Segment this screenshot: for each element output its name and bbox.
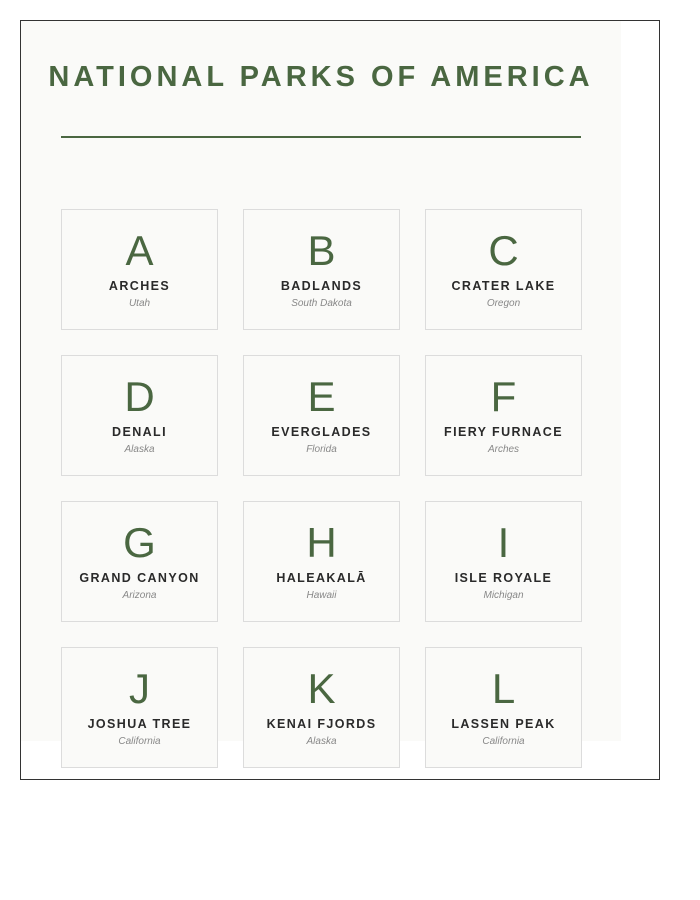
park-location: Hawaii	[306, 590, 337, 601]
park-location: Alaska	[124, 444, 155, 455]
park-location: South Dakota	[291, 298, 352, 309]
park-card-h	[243, 501, 400, 622]
park-letter: D	[124, 373, 155, 420]
park-card-j	[61, 647, 218, 768]
park-name: JOSHUA TREE	[87, 717, 192, 731]
park-card-k	[243, 647, 400, 768]
park-location: Arizona	[122, 590, 157, 601]
park-grid	[61, 209, 581, 768]
park-card-f	[425, 355, 582, 476]
park-card-b	[243, 209, 400, 330]
park-letter: L	[491, 665, 516, 712]
park-name: DENALI	[112, 425, 167, 439]
park-card-i	[425, 501, 582, 622]
park-card-e	[243, 355, 400, 476]
park-name: ISLE ROYALE	[454, 571, 553, 585]
park-name: BADLANDS	[280, 279, 363, 293]
park-card-d	[61, 355, 218, 476]
park-name: HALEAKALĀ	[276, 571, 367, 585]
park-card-c	[425, 209, 582, 330]
park-letter: J	[129, 665, 150, 712]
park-location: California	[482, 736, 525, 747]
park-location: Arches	[487, 444, 520, 455]
title-divider	[61, 136, 581, 138]
poster-title: NATIONAL PARKS OF AMERICA	[48, 61, 594, 93]
park-letter: H	[306, 519, 337, 566]
park-card-l	[425, 647, 582, 768]
park-letter: E	[307, 373, 336, 420]
park-name: GRAND CANYON	[79, 571, 200, 585]
park-card-g	[61, 501, 218, 622]
park-name: KENAI FJORDS	[266, 717, 377, 731]
park-letter: A	[125, 227, 154, 274]
park-name: CRATER LAKE	[451, 279, 556, 293]
park-location: Alaska	[306, 736, 337, 747]
park-name: LASSEN PEAK	[451, 717, 556, 731]
park-letter: G	[123, 519, 156, 566]
park-letter: I	[497, 519, 510, 566]
park-letter: F	[490, 373, 517, 420]
park-letter: C	[488, 227, 519, 274]
park-location: Florida	[306, 444, 337, 455]
park-location: Utah	[128, 298, 151, 309]
park-letter: K	[307, 665, 336, 712]
park-name: EVERGLADES	[271, 425, 372, 439]
park-location: California	[118, 736, 161, 747]
park-card-a	[61, 209, 218, 330]
park-location: Oregon	[486, 298, 521, 309]
poster	[21, 21, 621, 747]
park-location: Michigan	[483, 590, 524, 601]
park-letter: B	[307, 227, 336, 274]
park-name: FIERY FURNACE	[444, 425, 563, 439]
park-name: ARCHES	[108, 279, 171, 293]
